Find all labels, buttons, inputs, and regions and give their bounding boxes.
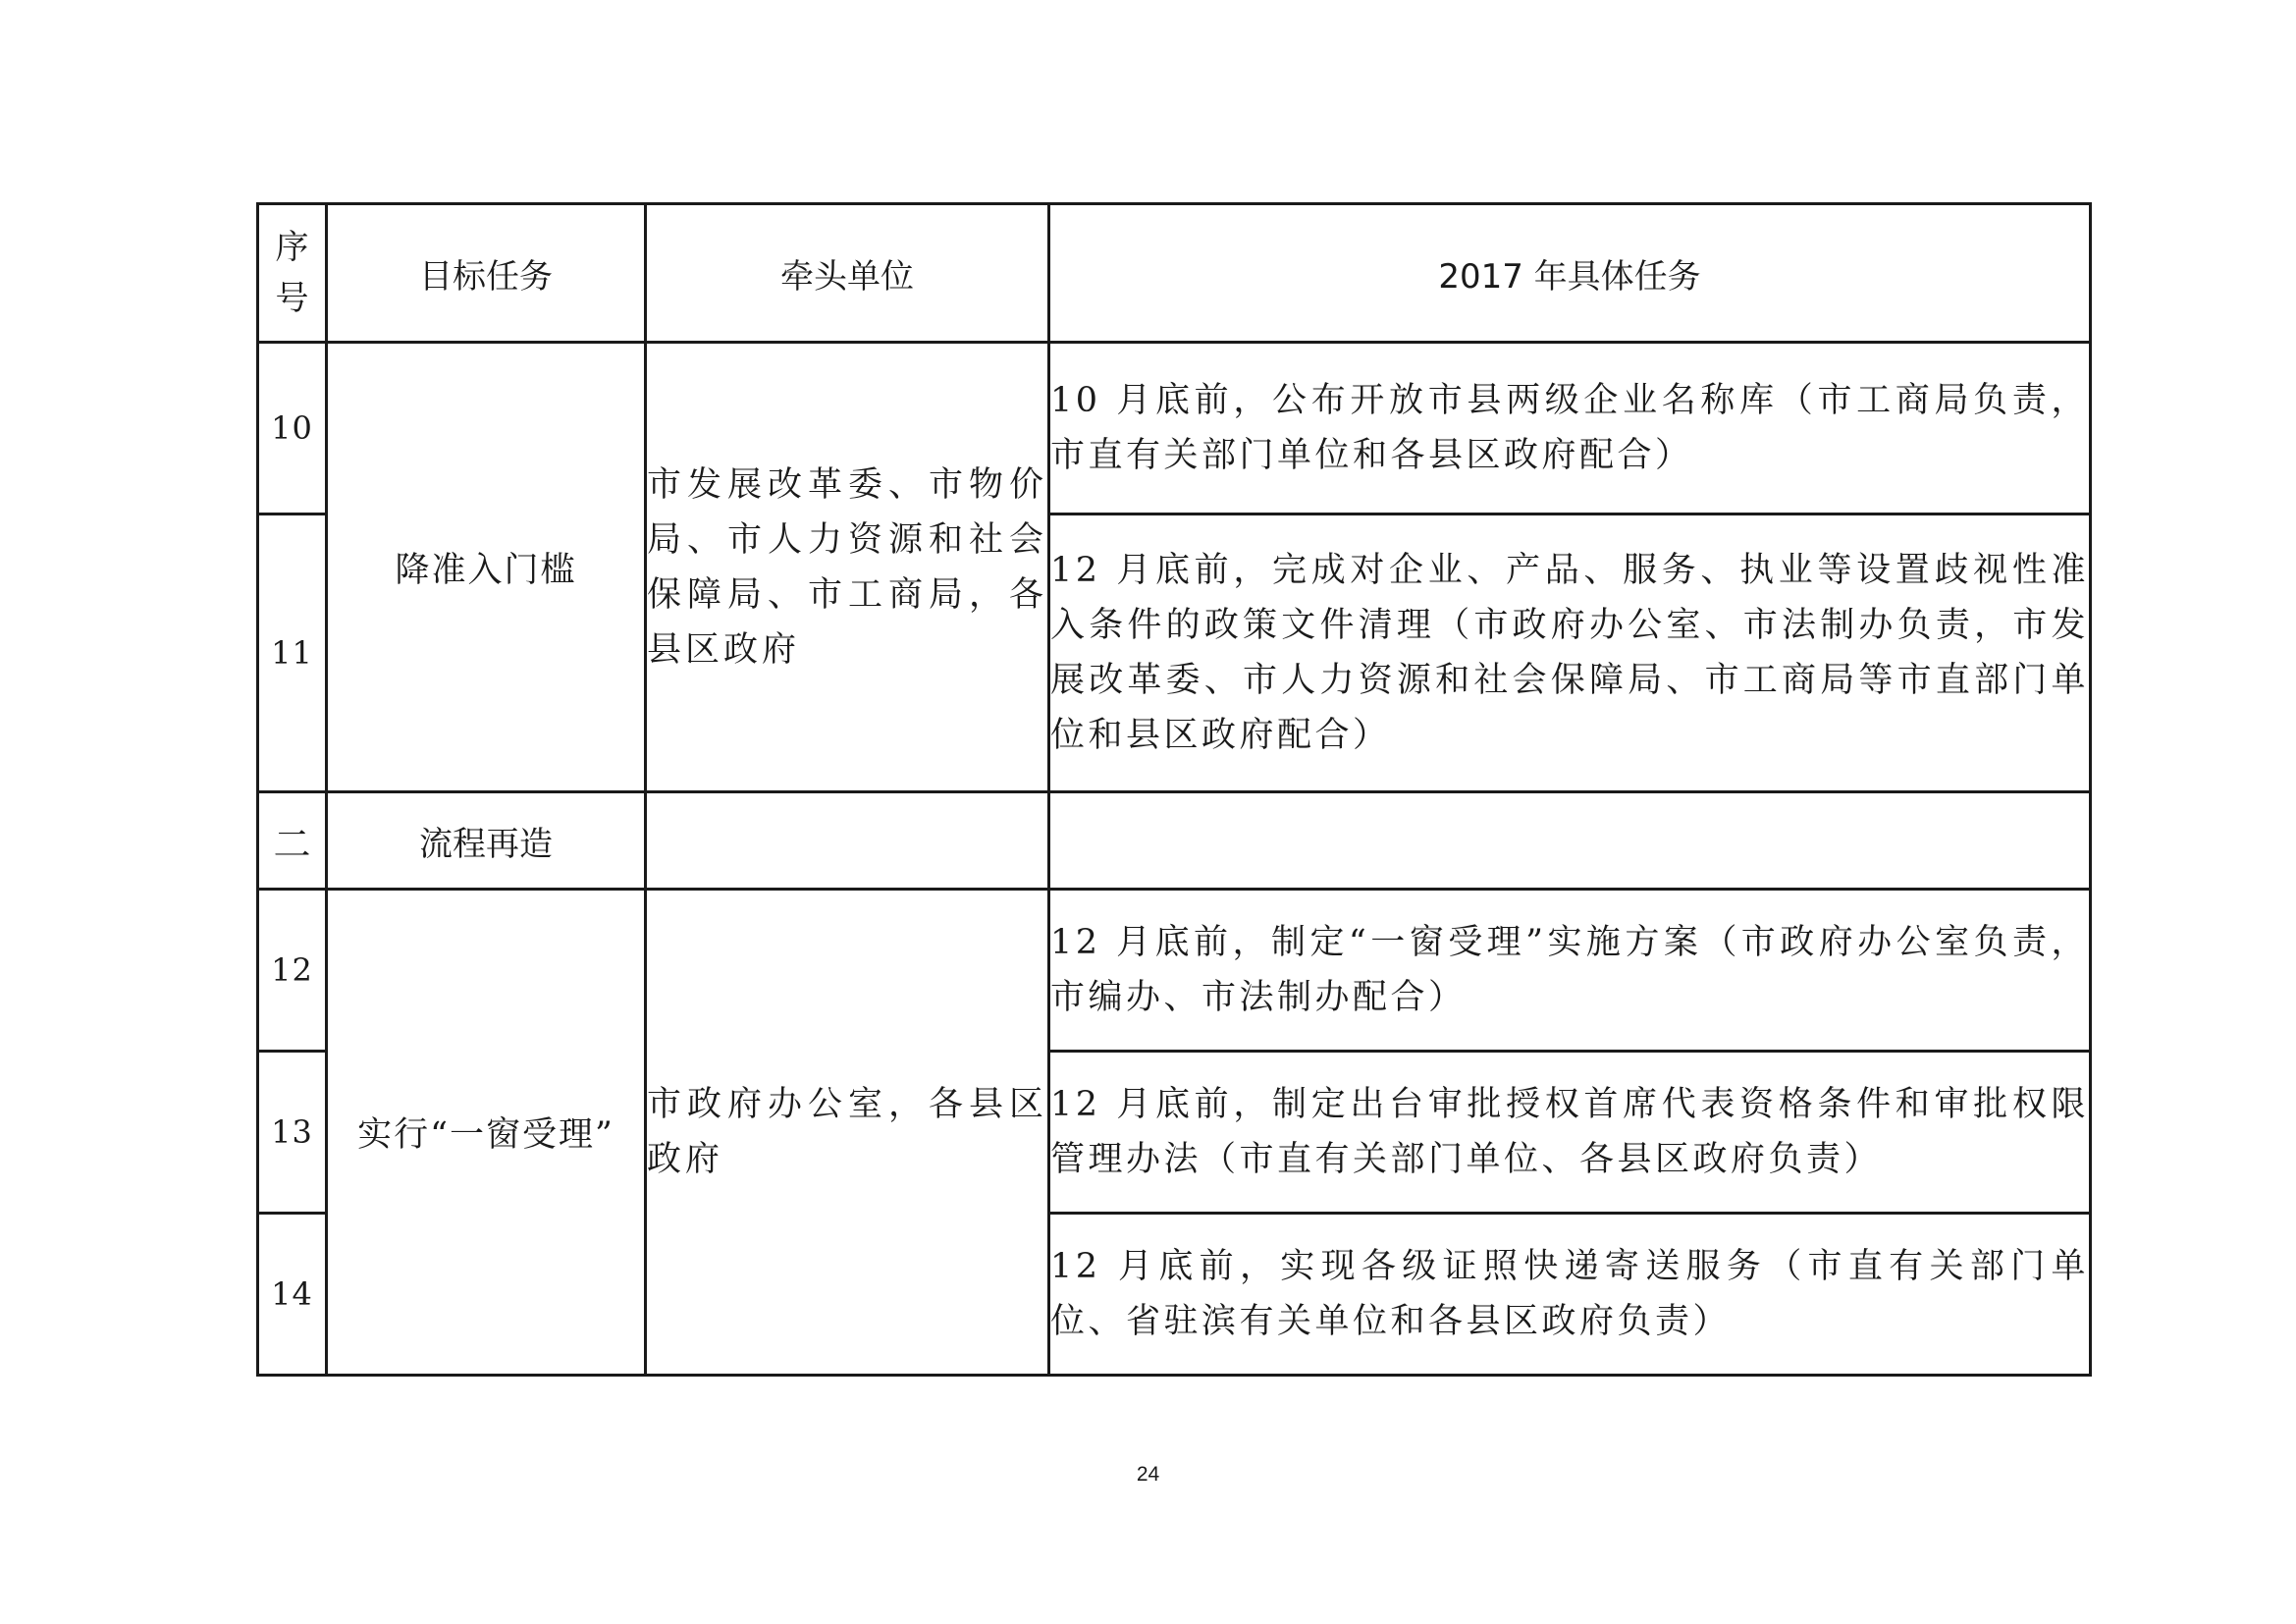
header-lead-unit: 牵头单位 — [646, 204, 1049, 343]
task-table — [256, 202, 2092, 1377]
specific-task-cell: 10 月底前，公布开放市县两级企业名称库（市工商局负责，市直有关部门单位和各县区政府配合） — [1049, 343, 2091, 514]
section-number: 二 — [258, 792, 327, 890]
specific-task-cell: 12 月底前，实现各级证照快递寄送服务（市直有关部门单位、省驻滨有关单位和各县区政府负责） — [1049, 1214, 2091, 1376]
row-number: 13 — [258, 1052, 327, 1214]
target-task-cell: 降准入门槛 — [327, 343, 646, 792]
table-row — [258, 890, 2091, 1052]
header-specific-task: 2017 年具体任务 — [1049, 204, 2091, 343]
empty-cell — [1049, 792, 2091, 890]
target-task-cell: 实行“一窗受理” — [327, 890, 646, 1376]
row-number: 10 — [258, 343, 327, 514]
empty-cell — [646, 792, 1049, 890]
row-number: 14 — [258, 1214, 327, 1376]
specific-task-cell: 12 月底前，制定“一窗受理”实施方案（市政府办公室负责，市编办、市法制办配合） — [1049, 890, 2091, 1052]
section-row — [258, 792, 2091, 890]
specific-task-cell: 12 月底前，制定出台审批授权首席代表资格条件和审批权限管理办法（市直有关部门单位、各县区政府负责） — [1049, 1052, 2091, 1214]
row-number: 11 — [258, 514, 327, 792]
table-header-row — [258, 204, 2091, 343]
section-title: 流程再造 — [327, 792, 646, 890]
header-serial-number: 序 号 — [258, 204, 327, 343]
specific-task-cell: 12 月底前，完成对企业、产品、服务、执业等设置歧视性准入条件的政策文件清理（市政府办公室、市法制办负责，市发展改革委、市人力资源和社会保障局、市工商局等市直部门单位和县区政府配合） — [1049, 514, 2091, 792]
row-number: 12 — [258, 890, 327, 1052]
header-target-task: 目标任务 — [327, 204, 646, 343]
lead-unit-cell: 市发展改革委、市物价局、市人力资源和社会保障局、市工商局，各县区政府 — [646, 343, 1049, 792]
table-row — [258, 343, 2091, 514]
lead-unit-cell: 市政府办公室，各县区政府 — [646, 890, 1049, 1376]
page-number: 24 — [1136, 1463, 1160, 1486]
